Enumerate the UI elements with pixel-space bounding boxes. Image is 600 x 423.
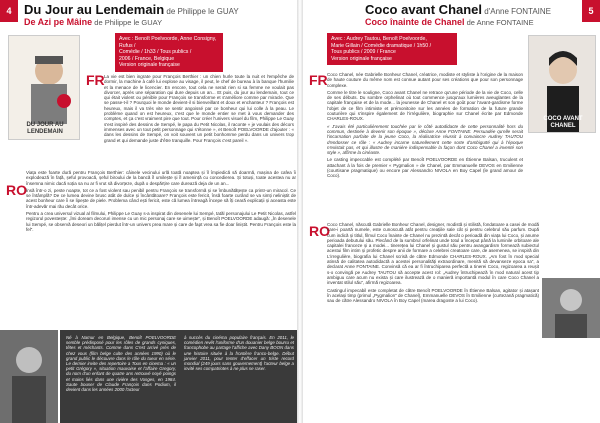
left-bio-note [60,330,297,423]
credits-line: Marie Gillain / Comédie dramatique / 1h50 / [331,42,432,49]
left-credits-box [115,33,223,72]
right-ro-text [327,222,539,422]
credits-line: Version originale française [331,55,392,62]
paragraph: Pentru a crea universul vizual al filmului, Philippe Le Guay s-a inspirat din desenele lui Sempé, tatăl personajului Le Petit Nicolas, astfel regizorul povestește: „Îmi doream decoruri imense cu un mic personaj care se uimește”, și Benoît POELVOORDE adaugă: „În desenele lui Sempé, se observă deseori un bălițel pierdut într-un univers prea mare și care de fapt vrea sa fie doar liniștit. Pentru François este la fel”. [26,211,296,232]
actor-portrait-icon [542,278,600,338]
right-title-by: d'Anne FONTAINE [482,7,551,16]
left-fr-text [104,74,294,162]
right-poster-title: COCO AVANT CHANEL [543,116,583,129]
right-fr-tag: FR [309,72,328,88]
left-ro-tag: RO [6,182,27,198]
credits-line: Avec : Audrey Tautou, Benoît Poelvoorde, [331,36,427,42]
credits-line: Avec : Benoît Poelvoorde, Anne Consigny, Rufus / [119,36,217,49]
left-poster-title: DU JOUR AU LENDEMAIN [26,122,64,135]
paragraph: « J'avais été particulièrement touchée par le côté autodidacte de cette personnalité hors du commun, destinée à devenir son époque », déclare Anne FONTAINE. Persuadée qu'elle serait l'incarnation parfaite de la jeune Coco, la réalisatrice réussit à convaincre Audrey TAUTOU d'endosser ce rôle : « Audrey incarne naturellement cette sorte d'ambiguïté qui à l'époque n'existait pas, et qui illustre de manière indispensable la façon dont Coco Chanel a inventé son style », affirme la cinéaste. [327,123,523,156]
credits-line: 2006 / France, Belgique [119,55,175,62]
paragraph: La vie est bien ingrate pour François Berthier : un chien hurle toute la nuit et l'empêche de dormir, la machine à café lui explose au visage, il peut, le chef de bureau à la banque l'humilie et la menace de le licencier. En encore, tout cela ne serait rien si sa femme ne voulait pas divorcer, après une séparation qui dure depuis un an... Et puis, du jour au lendemain, tout ce qui était violent ou pénible pour François se transforme et s'améliore comme par miracle. Que se passe-t-il ? Pourquoi le monde devient-il si bienveillant et doux et enchanteur ? François est heureux, mais il va très vite se sentir angoissé par ce bonheur qui lui colle à la peau. Le problème quand on est heureux, c'est que le monde entier se met à vous demander des comptes, et ça c'est vraiment pire que tout. Pour créer l'univers visuel du film, Philippe Le Guay s'est inspiré des dessins de Sempé, le papa du Petit Nicolas, il raconte « je voulais des décors immenses avec un tout petit personnage qui s'étonne », et Benoît POELVOORDE d'ajouter : « dans les dessins de Sempé, on voit souvent un petit bonhomme perdu dans un univers trop grand et qui demande juste d'être tranquille. Pour François c'est pareil ». [104,74,294,143]
left-poster-image [8,35,80,140]
right-ro-tag: RO [309,223,330,239]
right-title-sub: Coco înainte de Chanel [365,17,465,27]
right-poster-image [528,35,596,133]
right-actor-photo [542,278,600,338]
right-page [303,0,600,423]
right-title-sub-by: de Anne FONTAINE [464,18,534,27]
left-title-sub: De Azi pe Mâine [24,17,93,27]
left-title-by: de Philippe le GUAY [164,7,239,16]
left-title-block [24,2,239,27]
left-title-sub-by: de Philippe le GUAY [92,18,163,27]
left-fr-tag: FR [86,72,105,88]
paragraph: Le casting impeccable est complété par Benoît POELVOORDE en Étienne Balsan, truculent et attachant à la fois de premier « Pygmalion » de Chanel, par Emmanuelle DEVOS en Emilienne (courtisane pragmatique) ou encore par Alessandro NIVOLA en Boy Capel (le grand amour de Coco). [327,157,523,179]
bio-note-col1: Né à Namur en Belgique, Benoît POELVOORDE semble prédisposé pour les rôles de grands cyniques, têtes et méchants. Comme dans C'est arrivé près de chez vous (film belge culte des années 1990) où le grand public le découvre dans le rôle du tueur en série. Le dernier invite des repertoire a Tous en cinema : « un petit Grégory », situation mauvaise et l'affaire Gregory, du nom d'un enfant de quatre ans retrouvé noyé poings et mains liés dans une rivière des Vosges, en 1984. Saute bouser de Claude François dans Podium, il devient dans les années 2000 l'acteur [66,335,176,393]
credits-line: Tous publics / 2009 / France [331,49,396,56]
right-title-main: Coco avant Chanel [365,2,483,17]
left-ro-text [6,170,296,328]
right-credits-box [327,33,457,65]
paragraph: Viața este foarte dură pentru François Berthier: câinele vecinului urlă toată noaptea și îl împiedică să doarmă, mașina de cafea îi explodează în față, șeful provoacă, șeful biroului de la bancă îl umilește și îl amenință cu concedierea. Și totuși, toate acestea nu ar însemna nimic dacă soția sa nu ar fi vrut să divorțeze, după o despărțire care durează deja de un an... [26,170,296,186]
actor-portrait-icon [0,330,58,423]
paragraph: Castingul impecabil este completat de către Benoît POELVOORDE în Étienne Balsan, agitator și atașant în același timp (primul „Pygmalion” de Chanel), Emmanuelle DEVOS în Emilienne (curtezană pragmatică) sau de către Alessandro NIVOLA în Boy Capel (marea dragoste a lui Coco). [327,287,539,304]
paragraph: Coco Chanel, née Gabrielle Bonheur Chanel, créatrice, modiste et styliste à l'origine de la maison de haute couture du même nom est connue autant pour ses créations que pour son personnage complexe. [327,72,523,88]
left-page [0,0,297,423]
right-fr-text [327,72,523,216]
right-title-block [365,2,551,27]
page-number-left: 4 [0,0,18,22]
paragraph: Însă într-o zi, peste noapte, tot ce a fost violent sau penibil pentru François se transformă și se îmbunătățește ca printr-un miracol. Ce se întâmplă? De ce lumea devine brusc atât de dulce și încântătoare? François este fericit, însă foarte curând se va simți neliniștit de acest bonheur care îi se lipește de piele. Problema când ești fericit, este că lumea întreagă începe să îți ceară explicații și aceasta este într-adevăr mai rău decât orice. [26,187,296,209]
page-number-right: 5 [582,0,600,22]
credits-line: Comédie / 1h33 / Tous publics / [119,49,192,56]
credits-line: Version originale française [119,62,180,69]
left-actor-photo [0,330,58,423]
bio-note-col2: à succès du cinéma populaire français. En 2011, le comédien revêt l'uniforme d'un douanier belge bourru et francophobe au partage l'affiche avec Dany BOON dans une histoire située à la frontière franco-belge. Début janvier 2011, pour tenter d'effacer un triste record mondial (249 jours sans gouvernement) l'acteur belge a invité ses compatriotes à ne plus se raser. [184,335,294,372]
paragraph: Coco Chanel, născută Gabrielle Bonheur Chanel, designer, modistă și stilistă, fondatoare a casei de modă care-i poartă numele, este cunoscută atât pentru creațiile sale cât și pentru celebrul său parfum. După cum indică și titlul, filmul Coco înainte de Chanel nu prezintă decât o perioadă din viața lui Coco, și anume perioada debutului său. Plecând de la sumbrul orfelinat unde totul a început până la luminile orbitoare ale capitalei franceze și a modei... tinerețea lui Chanel și gustul său pentru avangardism formează subiectul acestui film intim și profetic despre anii de formare a celebrei creatoare care, de asemenea, se inspiră din L'irregulière, biografia lui Chanel scrisă de către Edmonde CHARLES-ROUX. „Am fost în mod special atinsă de calitatea autodidactă a acestei personalități extraordinare, menită să devanseze epoca sa”, a declarat Anne FONTAINE. Convinsă că ea ar fi întruchiparea perfectă a tinerei Coco, regizoarea a reușit s-o convingă pe Audrey TAUTOU să accepte acest rol: „Audrey întruchipează în mod natural acest tip ambiguu care acum nu exista și care ilustrează de o manieră importantă modul în care Coco Chanel a inventat stilul său”, afirmă regizoarea. [327,222,539,286]
paragraph: Comme le titre le souligne, Coco avant Chanel ne retrace qu'une période de la vie de Coco, celle de ses débuts. Du sombre orphelinat où tout commence jusqu'aux lumières aveuglantes de la capitale française et de la mode... la jeunesse de Chanel et son goût pour l'avant-gardisme forme l'objet de ce film intimiste et prémonitoire sur les années de formation de la future grande couturière qui s'inspire également de l'irrégulière, biographie sur Chanel écrite par Edmonde CHARLES-ROUX. [327,89,523,122]
left-title-main: Du Jour au Lendemain [24,2,165,17]
